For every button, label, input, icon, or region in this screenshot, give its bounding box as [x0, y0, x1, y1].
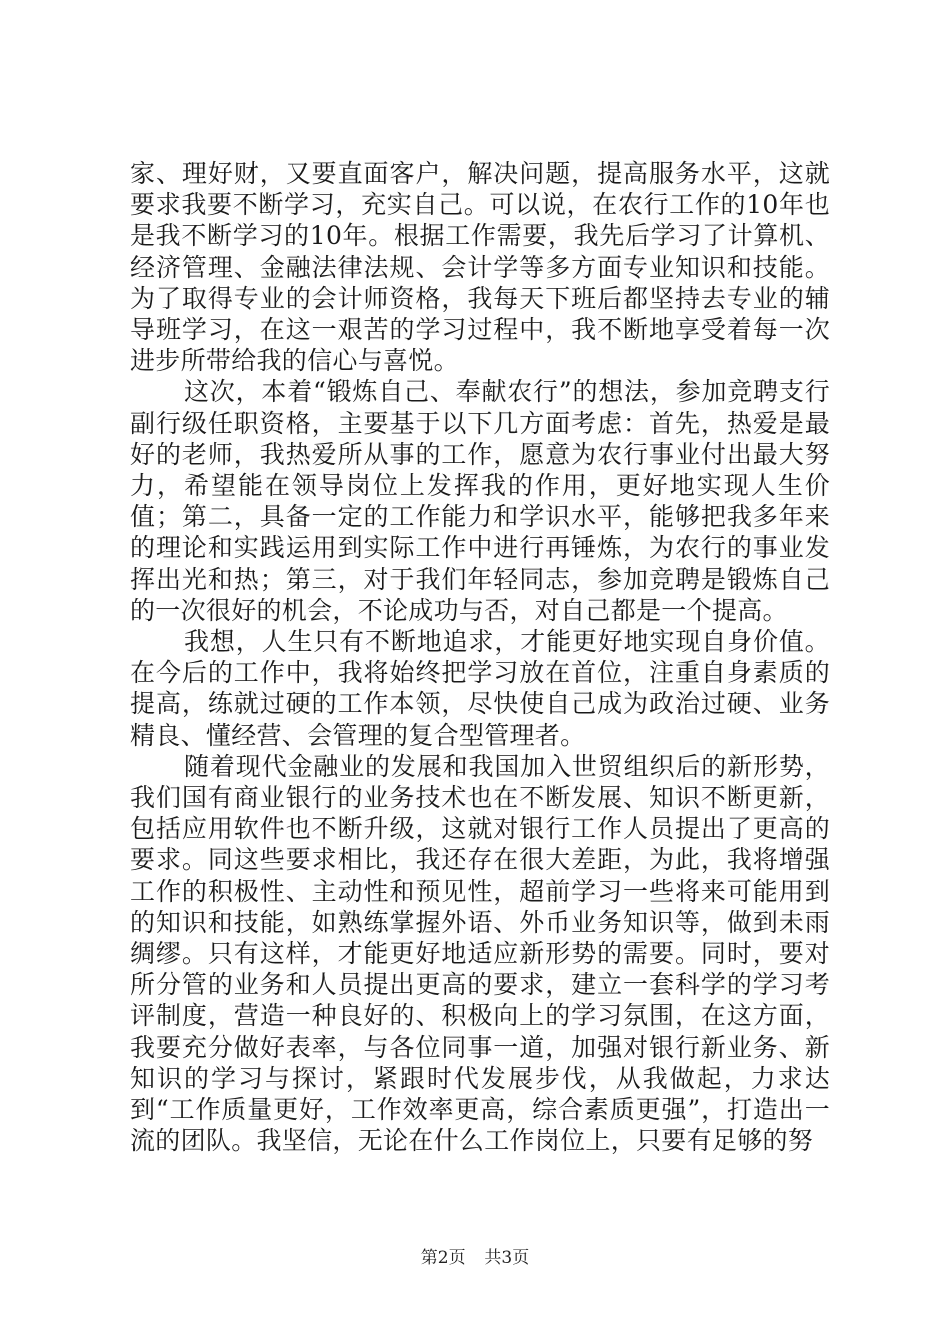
- paragraph-4: 随着现代金融业的发展和我国加入世贸组织后的新形势，我们国有商业银行的业务技术也在不断发展、知识不断更新，包括应用软件也不断升级，这就对银行工作人员提出了更高的要求。同这些要求相比，我还存在很大差距，为此，我将增强工作的积极性、主动性和预见性，超前学习一些将来可能用到的知识和技能，如熟练掌握外语、外币业务知识等，做到未雨绸缪。只有这样，才能更好地适应新形势的需要。同时，要对所分管的业务和人员提出更高的要求，建立一套科学的学习考评制度，营造一种良好的、积极向上的学习氛围，在这方面，我要充分做好表率，与各位同事一道，加强对银行新业务、新知识的学习与探讨，紧跟时代发展步伐，从我做起，力求达到“工作质量更好，工作效率更高，综合素质更强”，打造出一流的团队。我坚信，无论在什么工作岗位上，只要有足够的努: [130, 751, 830, 1156]
- page-footer: [0, 1243, 950, 1268]
- paragraph-2: 这次，本着“锻炼自己、奉献农行”的想法，参加竞聘支行副行级任职资格，主要基于以下几方面考虑：首先，热爱是最好的老师，我热爱所从事的工作，愿意为农行事业付出最大努力，希望能在领导岗位上发挥我的作用，更好地实现人生价值；第二，具备一定的工作能力和学识水平，能够把我多年来的理论和实践运用到实际工作中进行再锤炼，为农行的事业发挥出光和热；第三，对于我们年轻同志，参加竞聘是锻炼自己的一次很好的机会，不论成功与否，对自己都是一个提高。: [130, 377, 830, 625]
- page-number: 第2页: [420, 1248, 466, 1268]
- page-total: 共3页: [484, 1248, 530, 1268]
- paragraph-1: 家、理好财，又要直面客户，解决问题，提高服务水平，这就要求我要不断学习，充实自己。可以说，在农行工作的10年也是我不断学习的10年。根据工作需要，我先后学习了计算机、经济管理、金融法律法规、会计学等多方面专业知识和技能。为了取得专业的会计师资格，我每天下班后都坚持去专业的辅导班学习，在这一艰苦的学习过程中，我不断地享受着每一次进步所带给我的信心与喜悦。: [130, 159, 830, 376]
- paragraph-3: 我想，人生只有不断地追求，才能更好地实现自身价值。在今后的工作中，我将始终把学习放在首位，注重自身素质的提高，练就过硬的工作本领，尽快使自己成为政治过硬、业务精良、懂经营、会管理的复合型管理者。: [130, 627, 830, 750]
- document-body: [130, 158, 830, 1157]
